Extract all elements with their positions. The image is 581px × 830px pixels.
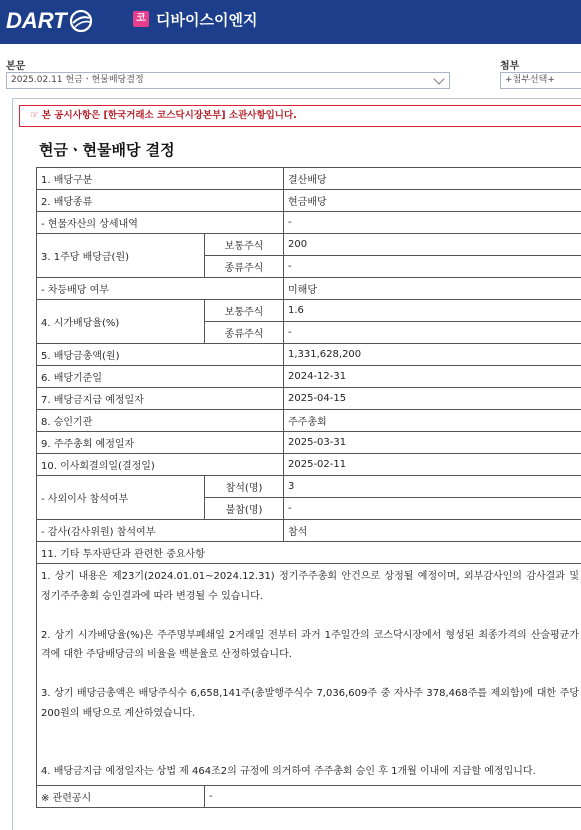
jurisdiction-notice: ☞ 본 공시사항은 [한국거래소 코스닥시장본부] 소관사항입니다. [19,105,581,127]
note-paragraph: 2. 상기 시가배당율(%)은 주주명부폐쇄일 2거래일 전부터 과거 1주일간의 코스닥시장에서 형성된 최종가격의 산술평균가격에 대한 주당배당금의 비율을 백분율로 산정하였습니다. [41,629,579,660]
row-value: - [284,322,581,344]
attach-select-value: +첨부선택+ [505,75,555,85]
table-row [37,344,581,366]
table-row [37,520,581,542]
row-value: 1,331,628,200 [284,344,581,366]
page-title: 현금ㆍ현물배당 결정 [39,141,175,159]
table-row [37,366,581,388]
row-label: 1. 배당구분 [37,168,284,190]
row-value: 2025-04-15 [284,388,581,410]
logo-text: DART [6,8,67,33]
row-value: 주주총회 [284,410,581,432]
sub-label: 보통주식 [205,234,284,256]
dart-logo[interactable] [6,8,93,34]
table-row [37,785,581,807]
chevron-down-icon [433,73,444,84]
row-value: 참석 [284,520,581,542]
note-paragraph: 4. 배당금지급 예정일자는 상법 제 464조2의 규정에 의거하여 주주총회 승인 후 1개월 이내에 지급할 예정입니다. [41,766,536,777]
row-label: 7. 배당금지급 예정일자 [37,388,284,410]
row-label: 5. 배당금총액(원) [37,344,284,366]
table-row [37,212,581,234]
row-value: 결산배당 [284,168,581,190]
report-select[interactable] [6,72,450,89]
section-heading: 11. 기타 투자판단과 관련한 중요사항 [37,542,581,564]
logo-swirl-icon [69,9,93,33]
row-label: ※ 관련공시 [37,785,205,807]
row-value: 2025-02-11 [284,454,581,476]
table-row [37,278,581,300]
row-value: 현금배당 [284,190,581,212]
row-value: 200 [284,234,581,256]
row-value: - [284,256,581,278]
attach-select[interactable] [500,72,581,89]
row-value: - [284,212,581,234]
company-name[interactable]: 디바이스이엔지 [156,11,258,29]
sub-label: 참석(명) [205,476,284,498]
row-value: - [284,498,581,520]
row-value: 3 [284,476,581,498]
table-row [37,542,581,564]
table-row [37,454,581,476]
row-label: - 현물자산의 상세내역 [37,212,284,234]
note-paragraph: 1. 상기 내용은 제23기(2024.01.01~2024.12.31) 정기주주총회 안건으로 상정될 예정이며, 외부감사인의 감사결과 및 정기주주총회 승인결과에 따라 변경될 수 있습니다. [41,571,579,602]
row-label: 10. 이사회결의일(결정일) [37,454,284,476]
table-row [37,234,581,256]
table-row [37,410,581,432]
table-row [37,168,581,190]
row-label: 8. 승인기관 [37,410,284,432]
row-label: - 차등배당 여부 [37,278,284,300]
disclosure-document [12,98,581,830]
row-value: 1.6 [284,300,581,322]
notes-cell [37,564,581,786]
table-row [37,564,581,786]
row-label: - 사외이사 참석여부 [37,476,205,520]
market-badge: 코 [133,11,149,27]
row-value: 미해당 [284,278,581,300]
note-paragraph: 3. 상기 배당금총액은 배당주식수 6,658,141주(총발행주식수 7,036,609주 중 자사주 378,468주를 제외함)에 대한 주당 200원의 배당으로 계산하였습니다. [41,688,579,719]
row-label: 9. 주주총회 예정일자 [37,432,284,454]
sub-label: 불참(명) [205,498,284,520]
report-select-value: 2025.02.11 현금ㆍ현물배당결정 [11,75,144,85]
row-value: - [205,785,581,807]
row-label: 2. 배당종류 [37,190,284,212]
table-row [37,432,581,454]
row-label: 3. 1주당 배당금(원) [37,234,205,278]
sub-label: 종류주식 [205,256,284,278]
sub-label: 종류주식 [205,322,284,344]
row-value: 2024-12-31 [284,366,581,388]
row-label: 4. 시가배당율(%) [37,300,205,344]
table-row [37,190,581,212]
row-label: - 감사(감사위원) 참석여부 [37,520,284,542]
top-header [0,0,581,44]
body-label: 본문 [6,61,26,72]
table-row [37,388,581,410]
sub-label: 보통주식 [205,300,284,322]
table-row [37,476,581,498]
row-label: 6. 배당기준일 [37,366,284,388]
row-value: 2025-03-31 [284,432,581,454]
table-row [37,300,581,322]
attach-label: 첨부 [500,61,520,72]
dividend-table [36,167,581,808]
